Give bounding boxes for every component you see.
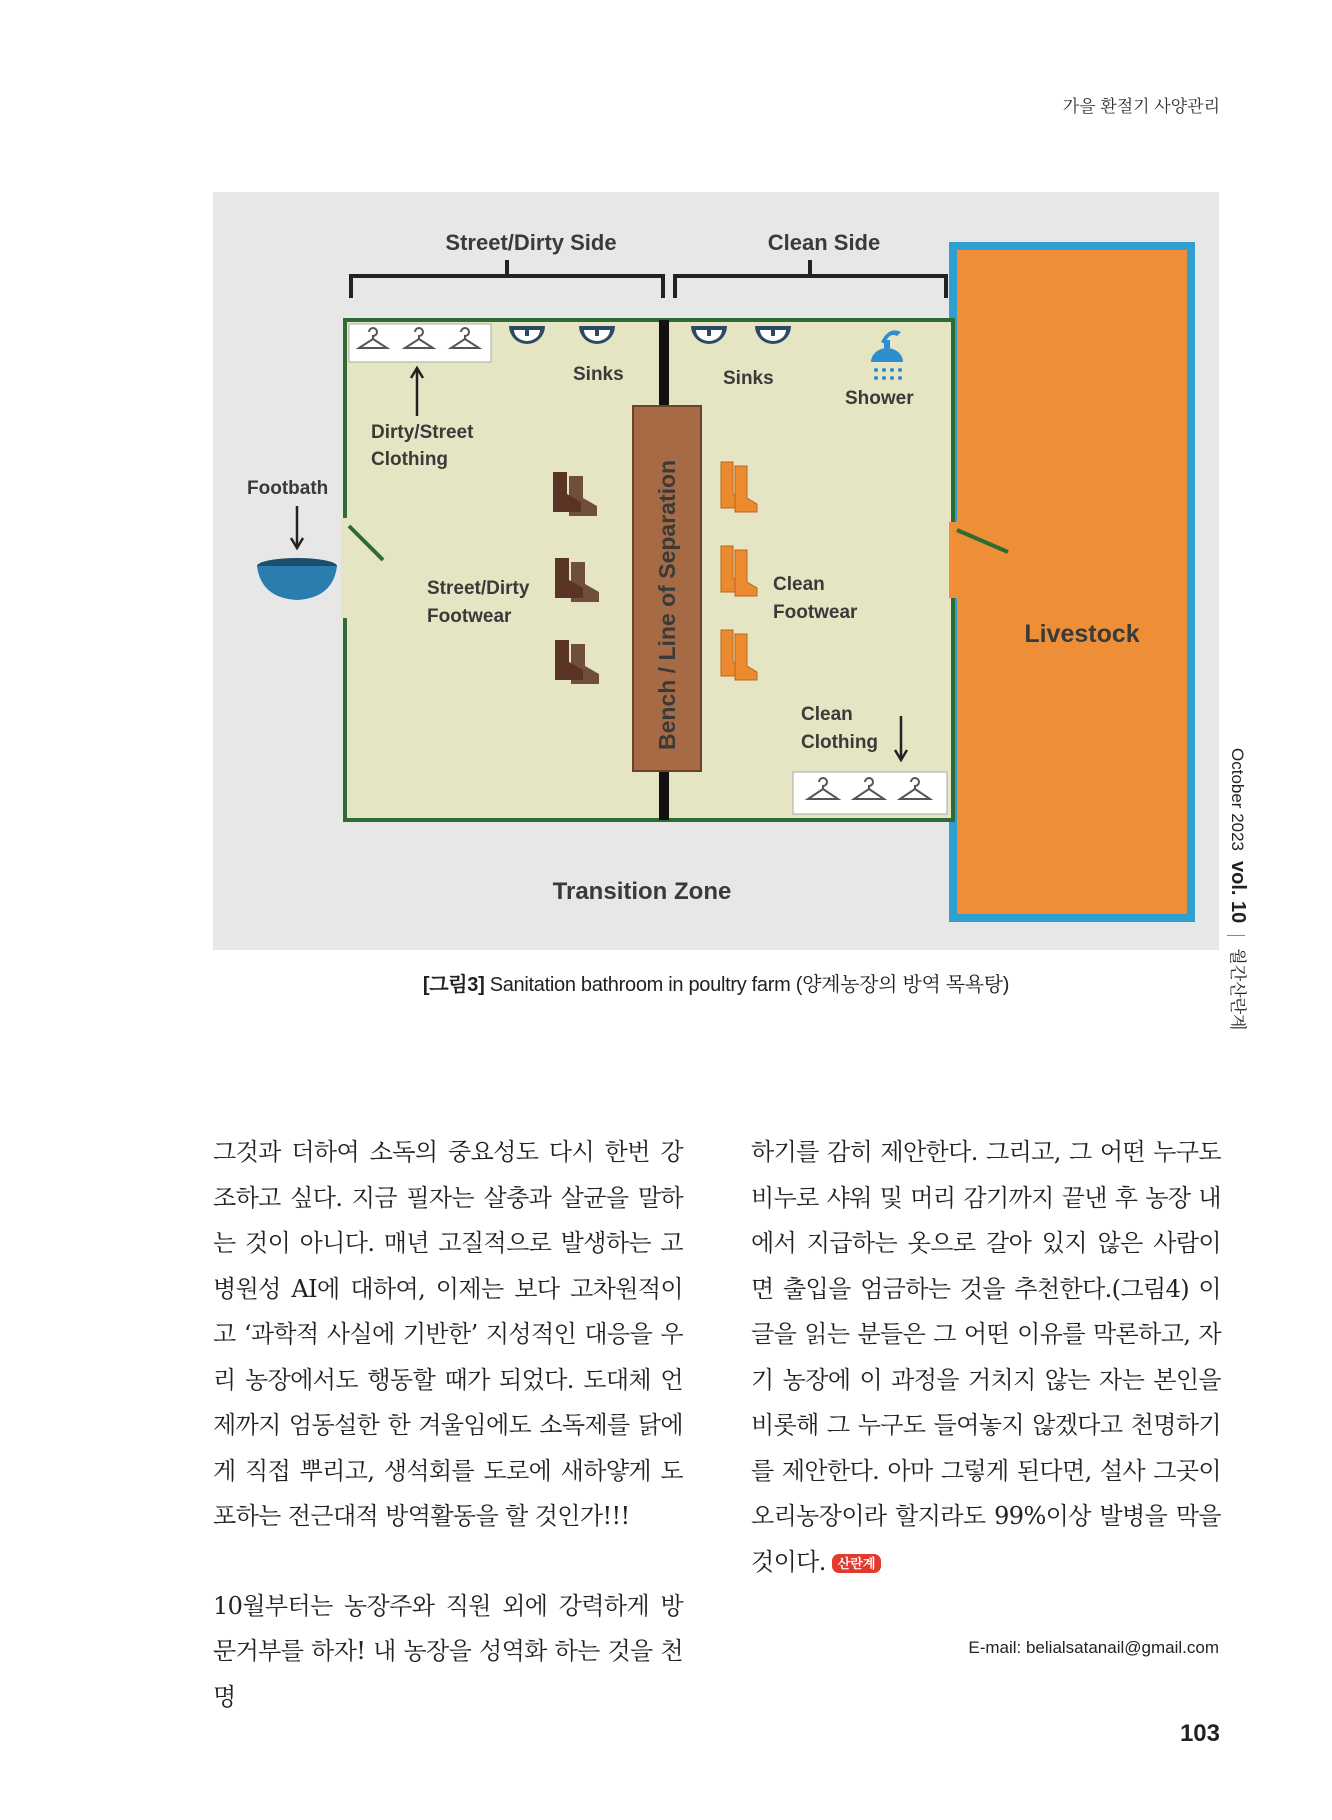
author-email: E-mail: belialsatanail@gmail.com bbox=[968, 1638, 1219, 1657]
street-footwear-label-2: Footwear bbox=[427, 606, 512, 627]
issue-date: October 2023 bbox=[1228, 748, 1247, 852]
bench-label: Bench / Line of Separation bbox=[654, 459, 680, 750]
paragraph: 10월부터는 농장주와 직원 외에 강력하게 방문거부를 하자! 내 농장을 성역화 하는 것을 천명 bbox=[213, 1591, 683, 1711]
clean-side-label: Clean Side bbox=[767, 230, 881, 255]
livestock-label: Livestock bbox=[1024, 620, 1140, 648]
divider bbox=[1227, 935, 1245, 936]
figure-caption bbox=[213, 968, 1219, 997]
shower-label: Shower bbox=[845, 388, 914, 409]
magazine-name: 월간산란계 bbox=[1228, 948, 1247, 1031]
body-column-left bbox=[213, 1130, 683, 1720]
paragraph-text: 하기를 감히 제안한다. 그리고, 그 어떤 누구도 비누로 샤워 및 머리 감기까지 끝낸 후 농장 내에서 지급하는 옷으로 갈아 있지 않은 사람이면 출입을 엄금하는 것을 추천한다.(그림4) 이 글을 읽는 분들은 그 어떤 이유를 막론하고, 자기 농장에 이 과정을 거치지 않는 자는 본인을 비롯해 그 누구도 들여놓지 않겠다고 천명하기를 제안한다. 아마 그렇게 된다면, 설사 그곳이 오리농장이라 할지라도 99%이상 발병을 막을 것이다. bbox=[751, 1138, 1221, 1576]
clean-clothing-label-2: Clothing bbox=[801, 732, 879, 753]
left-door-gap bbox=[341, 518, 349, 618]
caption-label: [그림3] bbox=[422, 974, 485, 996]
issue-volume: vol. 10 bbox=[1227, 861, 1249, 924]
livestock-area bbox=[953, 246, 1191, 918]
caption-text: Sanitation bathroom in poultry farm (양계농장의 방역 목욕탕) bbox=[484, 974, 1010, 996]
dirty-side-label: Street/Dirty Side bbox=[445, 230, 617, 255]
running-header: 가을 환절기 사양관리 bbox=[1062, 97, 1220, 116]
dirty-clothing-label-2: Clothing bbox=[371, 449, 449, 470]
clean-footwear-label-2: Footwear bbox=[773, 602, 858, 623]
magazine-end-badge: 산란계 bbox=[832, 1554, 882, 1573]
clean-footwear-label-1: Clean bbox=[773, 574, 825, 595]
sinks-left-label: Sinks bbox=[573, 364, 624, 385]
footbath-label: Footbath bbox=[247, 478, 329, 499]
transition-zone-label: Transition Zone bbox=[552, 878, 732, 905]
clean-clothing-label-1: Clean bbox=[801, 704, 853, 725]
sinks-right-label: Sinks bbox=[723, 368, 774, 389]
right-door-gap bbox=[949, 522, 959, 598]
paragraph bbox=[751, 1130, 1221, 1585]
side-issue-strip bbox=[1227, 740, 1302, 1031]
street-footwear-label-1: Street/Dirty bbox=[427, 578, 530, 599]
page-number: 103 bbox=[1179, 1720, 1220, 1747]
body-column-right bbox=[751, 1130, 1221, 1585]
paragraph: 그것과 더하여 소독의 중요성도 다시 한번 강조하고 싶다. 지금 필자는 살충과 살균을 말하는 것이 아니다. 매년 고질적으로 발생하는 고병원성 AI에 대하여, 이제는 보다 고차원적이고 ‘과학적 사실에 기반한’ 지성적인 대응을 우리 농장에서도 행동할 때가 되었다. 도대체 언제까지 엄동설한 한 겨울임에도 소독제를 닭에게 직접 뿌리고, 생석회를 도로에 새하얗게 도포하는 전근대적 방역활동을 할 것인가!!! bbox=[213, 1138, 683, 1530]
sanitation-figure bbox=[213, 192, 1219, 950]
dirty-clothing-label-1: Dirty/Street bbox=[371, 422, 474, 443]
